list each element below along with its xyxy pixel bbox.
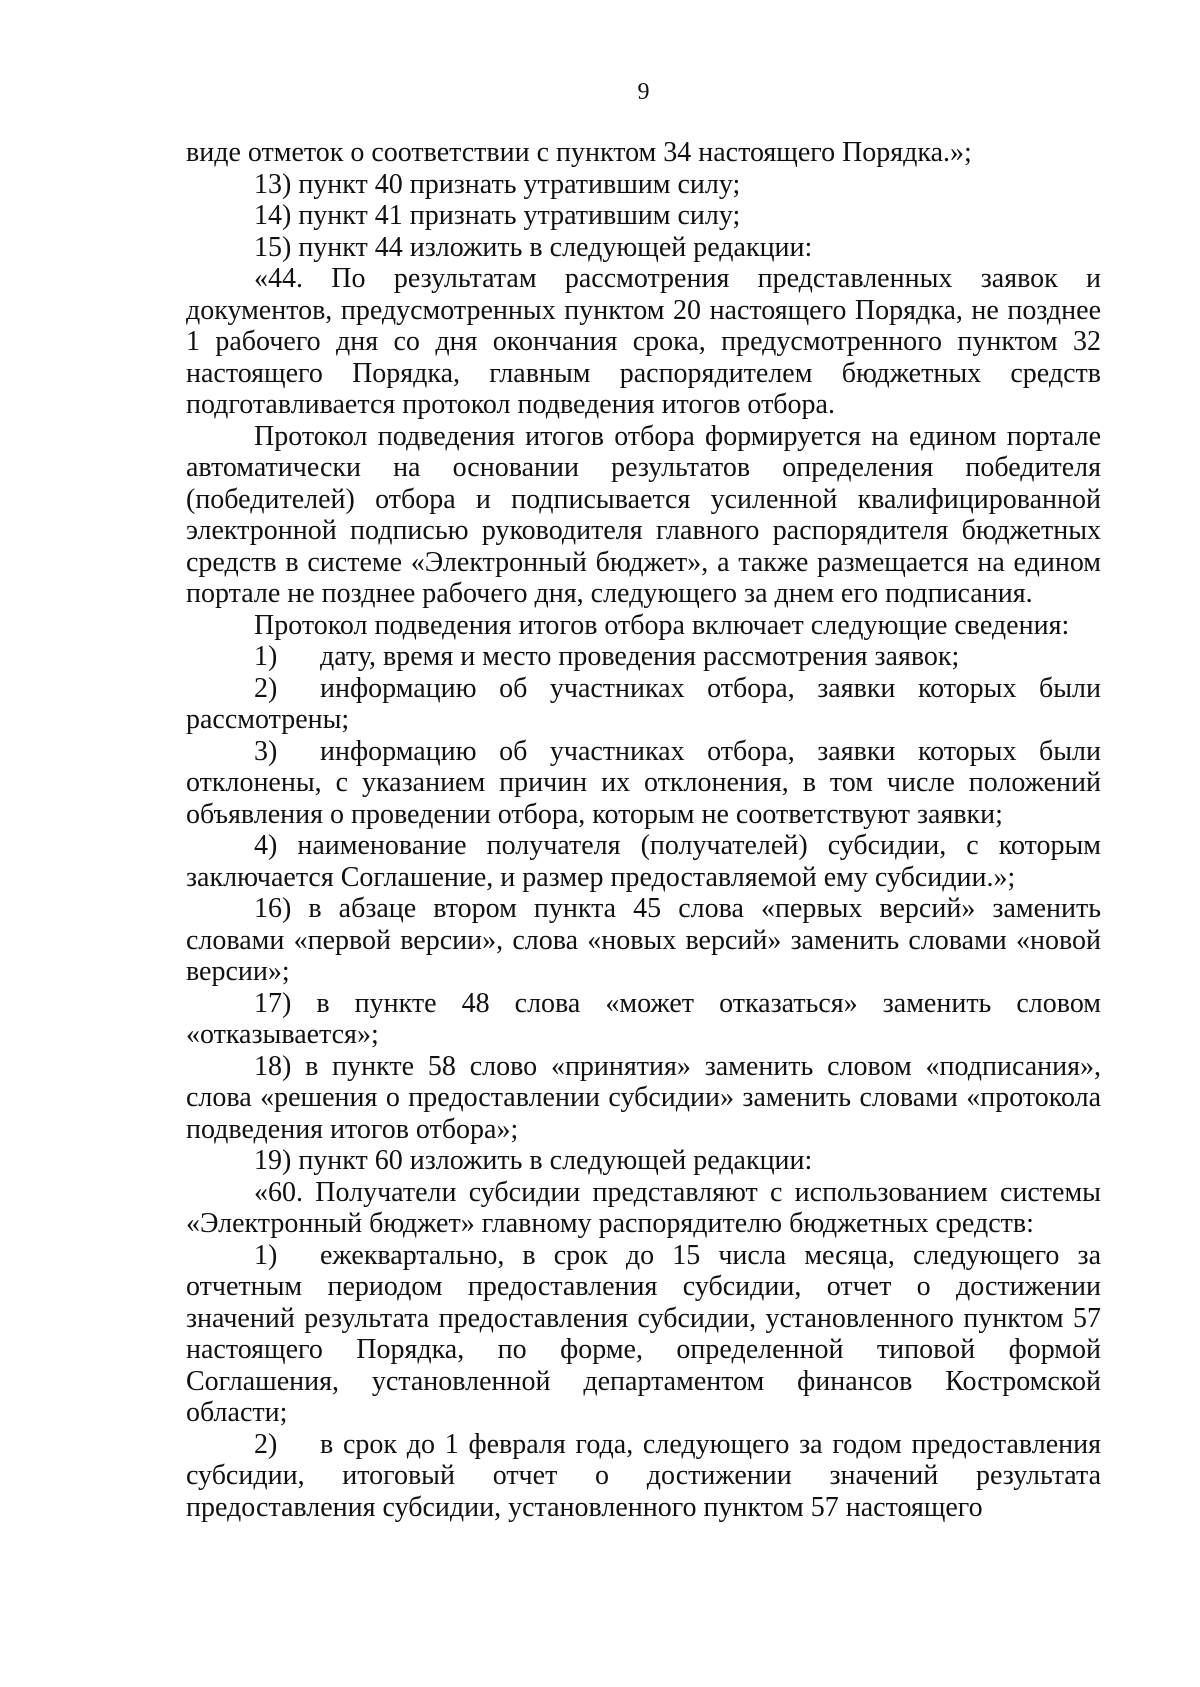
paragraph-text: 19) пункт 60 изложить в следующей редакции: [254, 1145, 813, 1176]
paragraph-text: 17) в пункте 48 слова «может отказаться» заменить словом «отказывается»; [186, 987, 1101, 1050]
paragraph-text: 14) пункт 41 признать утратившим силу; [254, 200, 741, 231]
paragraph [186, 421, 1101, 610]
paragraph [186, 893, 1101, 988]
paragraph [186, 232, 1101, 264]
paragraph-text: виде отметок о соответствии с пунктом 34 настоящего Порядка.»; [186, 137, 972, 168]
paragraph [186, 610, 1101, 642]
paragraph-text: «60. Получатели субсидии представляют с использованием системы «Электронный бюджет» главному распорядителю бюджетных средств: [186, 1176, 1101, 1239]
list-item-number: 2) [254, 1428, 278, 1460]
paragraph-text: 13) пункт 40 признать утратившим силу; [254, 168, 741, 200]
paragraph-text: 4) наименование получателя (получателей) субсидии, с которым заключается Соглашение, и размер предоставляемой ему субсидии.»; [186, 830, 1101, 893]
paragraph-text: 15) пункт 44 изложить в следующей редакции: [254, 231, 813, 263]
paragraph-text: ежеквартально, в срок до 15 числа месяца, следующего за отчетным периодом предоставления субсидии, отчет о достижении значений результата предоставления субсидии, установленного пунктом 57 настоящего Порядка, по форме, определенной типовой формой Соглашения, установленной департаментом финансов Костромской области; [186, 1239, 1101, 1428]
paragraph [186, 736, 1101, 831]
paragraph [186, 988, 1101, 1051]
paragraph [186, 200, 1101, 232]
paragraph [186, 169, 1101, 201]
paragraph-text: Протокол подведения итогов отбора формируется на едином портале автоматически на основании результатов определения победителя (победителей) отбора и подписывается усиленной квалифицированной электронной подписью руководителя главного распорядителя бюджетных средств в системе «Электронный бюджет», а также размещается на едином портале не позднее рабочего дня, следующего за днем его подписания. [186, 420, 1101, 609]
paragraph [186, 1145, 1101, 1177]
paragraph [186, 1240, 1101, 1429]
list-item-number: 1) [254, 641, 278, 672]
paragraph [186, 1051, 1101, 1146]
paragraph-text: в срок до 1 февраля года, следующего за годом предоставления субсидии, итоговый отчет о достижении значений результата предоставления субсидии, установленного пунктом 57 настоящего [186, 1428, 1101, 1523]
paragraph-text: информацию об участниках отбора, заявки которых были отклонены, с указанием причин их отклонения, в том числе положений объявления о проведении отбора, которым не соответствуют заявки; [186, 735, 1101, 830]
paragraph-text: «44. По результатам рассмотрения представленных заявок и документов, предусмотренных пунктом 20 настоящего Порядка, не позднее 1 рабочего дня со дня окончания срока, предусмотренного пунктом 32 настоящего Порядка, главным распорядителем бюджетных средств подготавливается протокол подведения итогов отбора. [186, 263, 1101, 420]
paragraph-text: дату, время и место проведения рассмотрения заявок; [320, 641, 960, 672]
paragraph-text: Протокол подведения итогов отбора включает следующие сведения: [254, 609, 1070, 641]
list-item-number: 1) [254, 1239, 278, 1271]
paragraph [186, 1429, 1101, 1524]
paragraph-text: 16) в абзаце втором пункта 45 слова «первых версий» заменить словами «первой версии», слова «новых версий» заменить словами «новой версии»; [186, 893, 1101, 987]
paragraph [186, 641, 1101, 673]
paragraph [186, 830, 1101, 893]
page-number: 9 [637, 79, 650, 105]
paragraph [186, 137, 1101, 169]
list-item-number: 2) [254, 672, 278, 704]
paragraph [186, 1177, 1101, 1240]
paragraph-text: 18) в пункте 58 слово «принятия» заменить словом «подписания», слова «решения о предоставлении субсидии» заменить словами «протокола подведения итогов отбора»; [186, 1050, 1101, 1145]
list-item-number: 3) [254, 735, 278, 767]
paragraph-text: информацию об участниках отбора, заявки которых были рассмотрены; [186, 672, 1101, 735]
paragraph [186, 263, 1101, 421]
document-body [186, 137, 1101, 1523]
paragraph [186, 673, 1101, 736]
